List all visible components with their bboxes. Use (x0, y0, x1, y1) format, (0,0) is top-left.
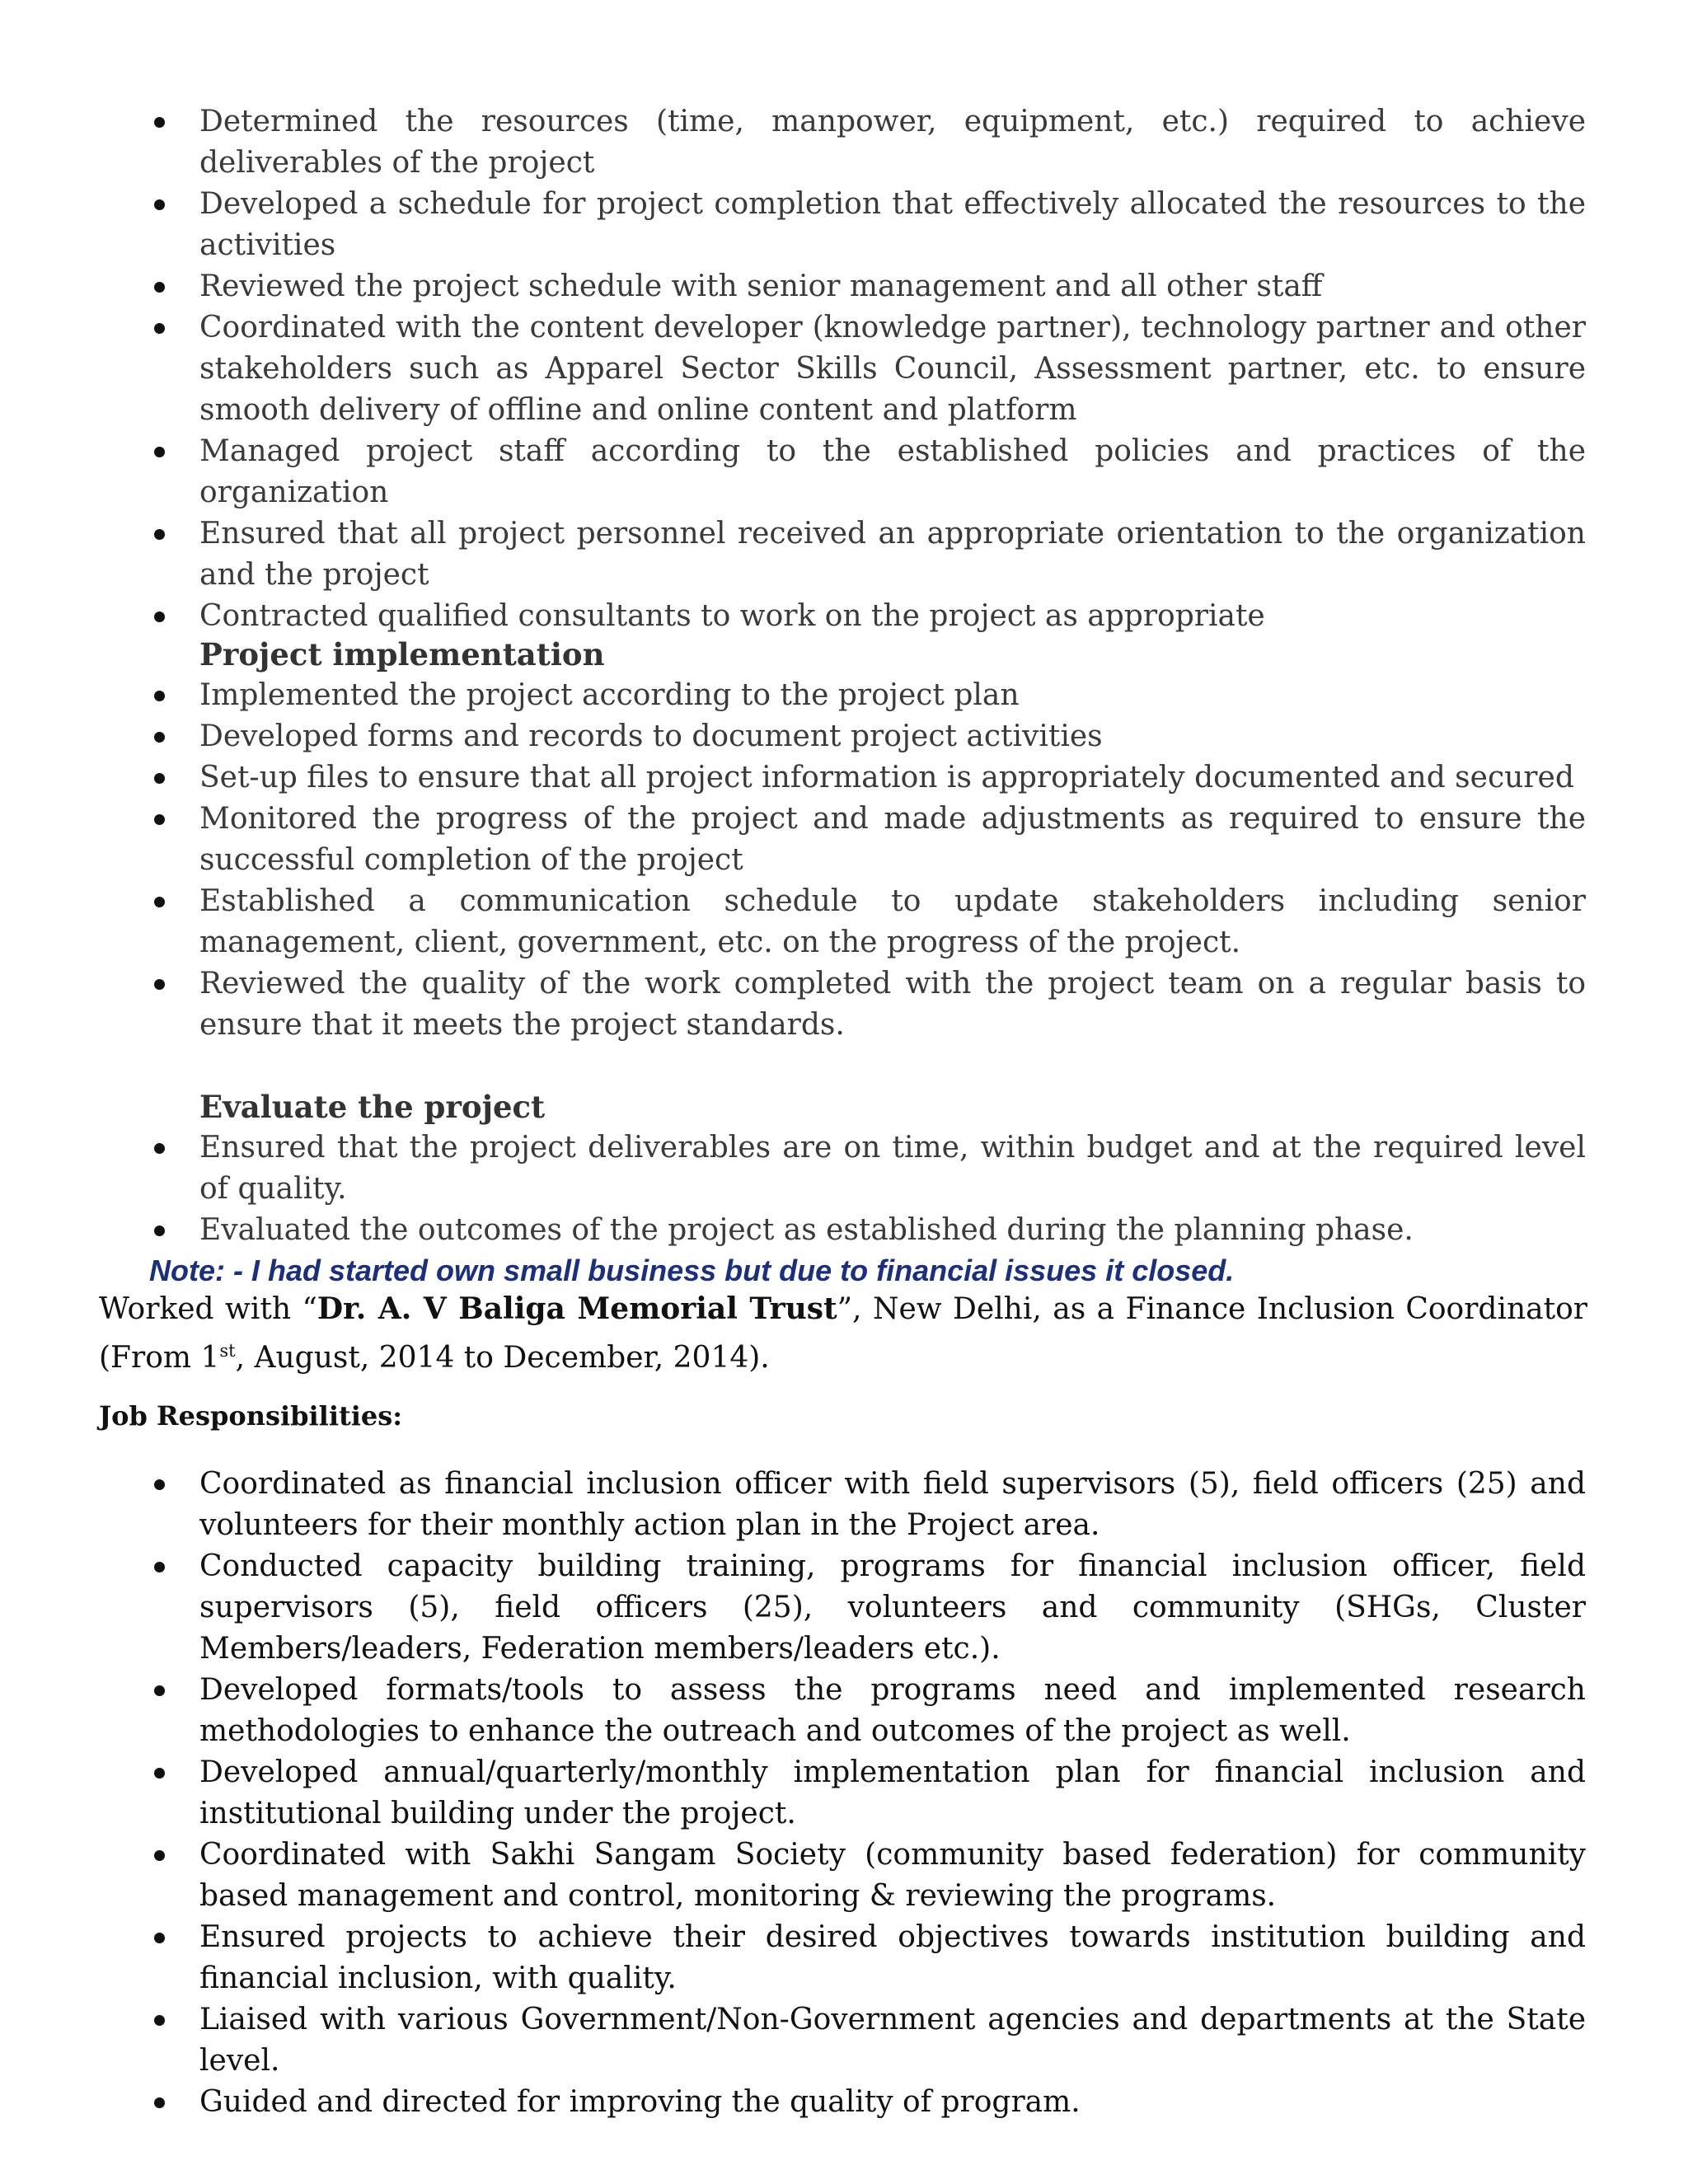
list-item: Ensured projects to achieve their desired objectives towards institution building and financial inclusion, with quality. (0, 1917, 1586, 1999)
list-item: Coordinated with the content developer (knowledge partner), technology partner and other stakeholders such as Apparel Sector Skills Council, Assessment partner, etc. to ensure smooth delivery of offline and online content and platform (0, 307, 1586, 431)
project-implementation-list (0, 675, 1688, 1046)
list-item: Contracted qualified consultants to work on the project as appropriate (0, 596, 1586, 637)
list-item: Reviewed the quality of the work completed with the project team on a regular basis to ensure that it meets the project standards. (0, 963, 1586, 1046)
list-item: Set-up files to ensure that all project information is appropriately documented and secured (0, 757, 1586, 799)
list-item: Coordinated as financial inclusion officer with field supervisors (5), field officers (25) and volunteers for their monthly action plan in the Project area. (0, 1464, 1586, 1546)
list-item: Implemented the project according to the project plan (0, 675, 1586, 716)
list-item: Ensured that all project personnel received an appropriate orientation to the organization and the project (0, 513, 1586, 596)
list-item: Reviewed the project schedule with senior management and all other staff (0, 266, 1586, 307)
job-responsibilities-list (0, 1464, 1688, 2123)
list-item: Monitored the progress of the project and made adjustments as required to ensure the successful completion of the project (0, 799, 1586, 881)
employment-statement (99, 1288, 1587, 1379)
employment-middle: ”, New Delhi, as a Finance Inclusion Coordinator (From 1 (99, 1292, 1587, 1375)
list-item: Developed formats/tools to assess the programs need and implemented research methodologies to enhance the outreach and outcomes of the project as well. (0, 1670, 1586, 1752)
project-implementation-heading: Project implementation (199, 636, 605, 673)
evaluate-project-heading: Evaluate the project (199, 1089, 546, 1125)
project-planning-list (0, 101, 1688, 637)
list-item: Developed a schedule for project completion that effectively allocated the resources to the activities (0, 184, 1586, 266)
list-item: Developed annual/quarterly/monthly implementation plan for financial inclusion and institutional building under the project. (0, 1752, 1586, 1835)
list-item: Ensured that the project deliverables are on time, within budget and at the required level of quality. (0, 1127, 1586, 1210)
list-item: Coordinated with Sakhi Sangam Society (community based federation) for community based management and control, monitoring & reviewing the programs. (0, 1835, 1586, 1917)
employment-suffix: , August, 2014 to December, 2014). (235, 1341, 770, 1375)
job-responsibilities-title: Job Responsibilities: (99, 1400, 403, 1432)
evaluate-project-list (0, 1127, 1688, 1251)
organization-name: Dr. A. V Baliga Memorial Trust (316, 1291, 837, 1326)
list-item: Managed project staff according to the established policies and practices of the organization (0, 431, 1586, 513)
ordinal-superscript: st (219, 1341, 236, 1361)
business-note: Note: - I had started own small business but due to financial issues it closed. (149, 1254, 1235, 1287)
list-item: Guided and directed for improving the quality of program. (0, 2082, 1586, 2123)
list-item: Established a communication schedule to update stakeholders including senior management, client, government, etc. on the progress of the project. (0, 881, 1586, 963)
list-item: Conducted capacity building training, programs for financial inclusion officer, field supervisors (5), field officers (25), volunteers and community (SHGs, Cluster Members/leaders, Federation members/leaders etc.). (0, 1546, 1586, 1670)
list-item: Liaised with various Government/Non-Government agencies and departments at the State level. (0, 1999, 1586, 2082)
list-item: Evaluated the outcomes of the project as established during the planning phase. (0, 1210, 1586, 1251)
employment-prefix: Worked with “ (99, 1292, 317, 1326)
list-item: Developed forms and records to document project activities (0, 716, 1586, 757)
list-item: Determined the resources (time, manpower, equipment, etc.) required to achieve deliverables of the project (0, 101, 1586, 184)
